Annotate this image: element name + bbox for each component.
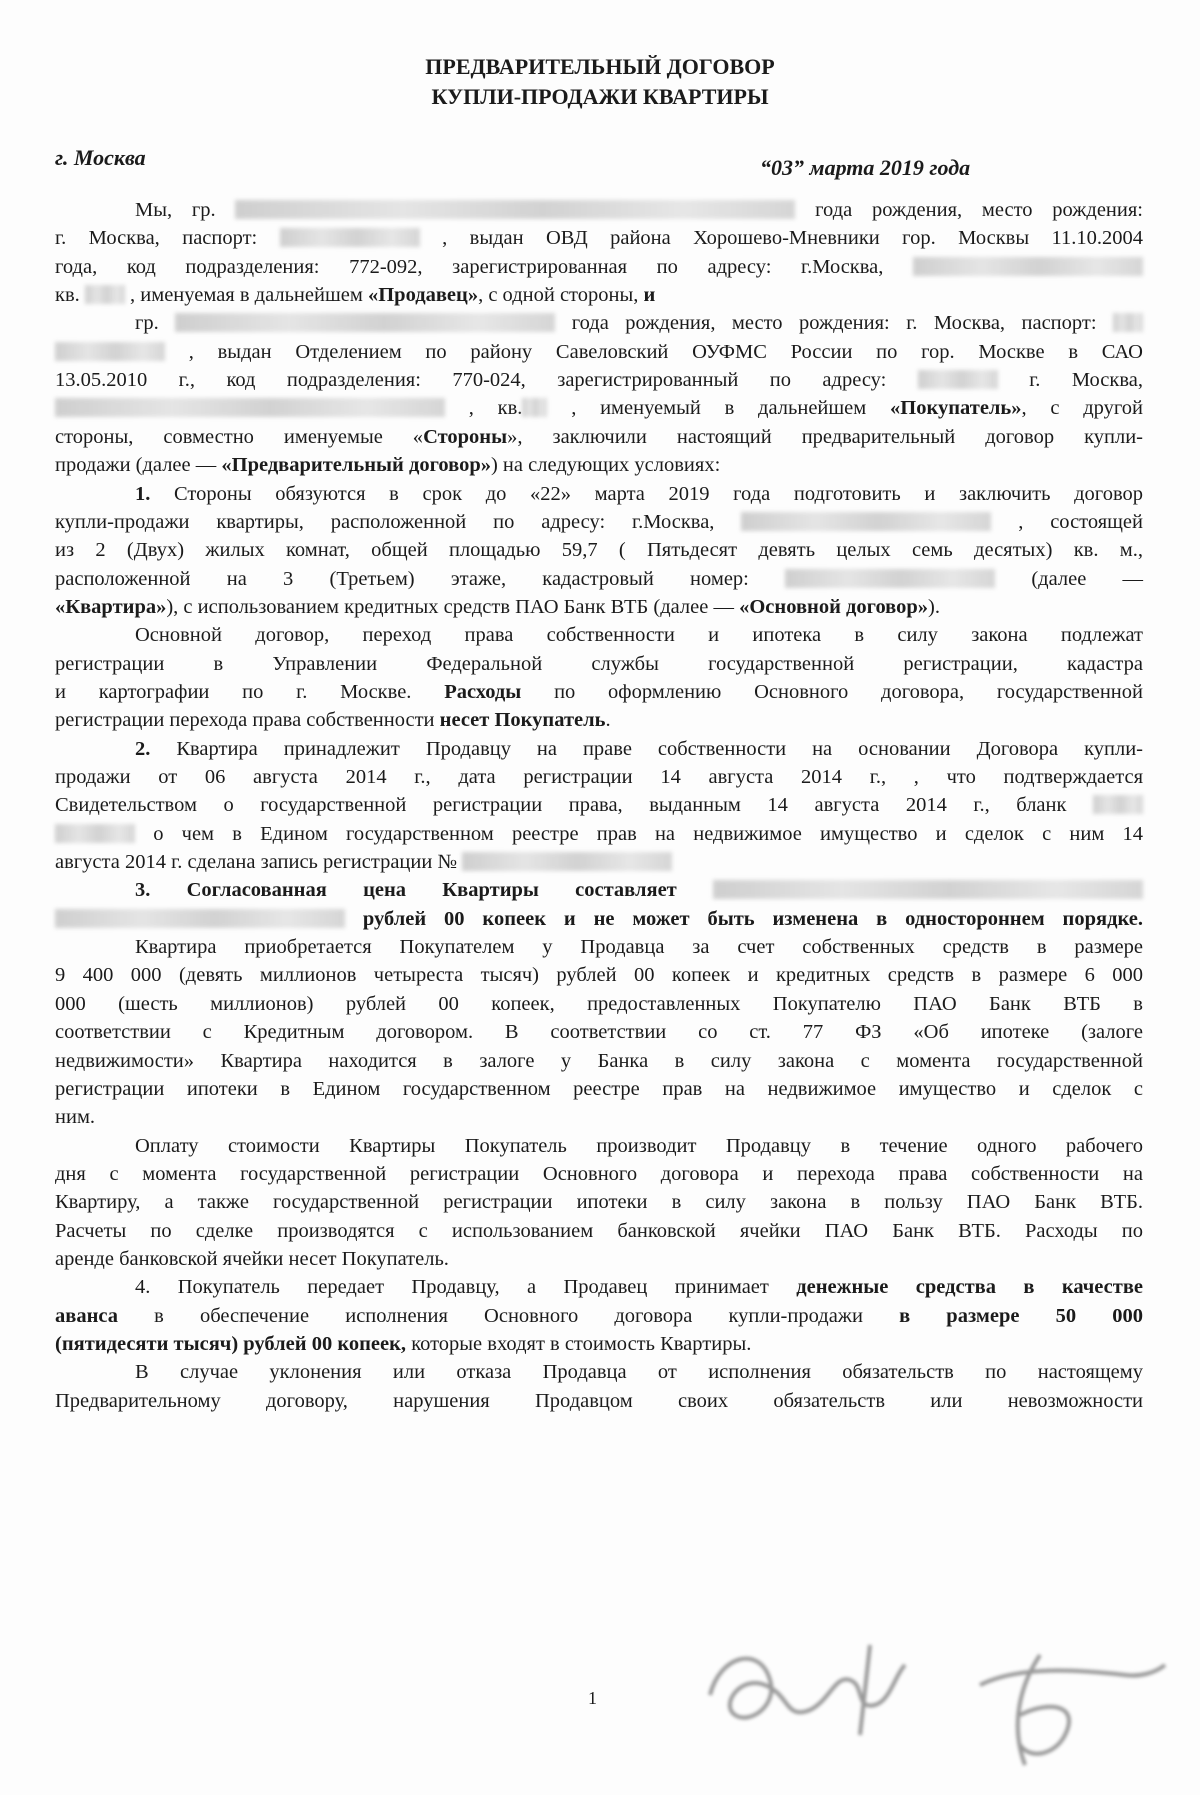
signature-buyer xyxy=(950,1625,1180,1775)
bold-text: 1. xyxy=(135,482,151,505)
text-line xyxy=(55,253,1143,281)
text-segment: которые входят в стоимость Квартиры. xyxy=(406,1333,752,1355)
text-line xyxy=(55,1387,1143,1415)
text-segment: купли-продажи квартиры, расположенной по адресу: г.Москва, xyxy=(55,510,742,533)
text-line xyxy=(55,1018,1143,1046)
text-segment: в обеспечение исполнения Основного договора купли-продажи xyxy=(117,1304,900,1327)
text-segment: кв. xyxy=(55,284,85,307)
text-line xyxy=(55,735,1143,763)
text-segment: регистрации перехода права собственности xyxy=(55,709,440,732)
text-segment: , именуемый в дальнейшем xyxy=(571,397,890,420)
text-segment: регистрации ипотеки в Едином государственном реестре прав на недвижимое имущество и сделок с xyxy=(55,1077,1143,1100)
text-line xyxy=(55,1273,1143,1301)
text-segment: года рождения, место рождения: xyxy=(815,199,1143,221)
text-line xyxy=(55,1047,1143,1075)
text-segment: », заключили настоящий предварительный договор купли- xyxy=(507,425,1143,448)
text-segment: Расчеты по сделке производятся с использованием банковской ячейки ПАО Банк ВТБ. Расходы по xyxy=(55,1219,1143,1242)
text-segment: Свидетельством о государственной регистрации права, выданным 14 августа 2014 г., бланк xyxy=(55,794,1093,817)
text-segment: ) на следующих условиях: xyxy=(490,454,721,477)
text-segment: Квартиру, а также государственной регистрации ипотеки в силу закона в пользу ПАО Банк ВТБ. xyxy=(55,1191,1143,1214)
text-segment: о чем в Едином государственном реестре прав на недвижимое имущество и сделок с ним 14 xyxy=(153,822,1143,845)
text-segment: , выдан ОВД района Хорошево-Мневники гор. Москвы 11.10.2004 xyxy=(442,227,1144,250)
text-line xyxy=(55,1302,1143,1330)
redacted-field xyxy=(55,909,345,928)
text-segment: Мы, гр. xyxy=(135,199,236,221)
text-line xyxy=(55,650,1143,678)
text-line xyxy=(55,621,1143,649)
text-line xyxy=(55,820,1143,848)
redacted-field xyxy=(280,228,420,247)
text-segment: ). xyxy=(928,595,940,618)
page-number: 1 xyxy=(588,1688,597,1708)
bold-text: денежные средства в качестве xyxy=(796,1276,1143,1299)
text-segment: , с другой xyxy=(1021,397,1144,420)
bold-text: «Предварительный договор» xyxy=(221,454,491,477)
text-segment: , выдан Отделением по району Савеловский ОУФМС России по гор. Москве в САО xyxy=(188,340,1143,363)
text-line xyxy=(55,1330,1143,1358)
text-line xyxy=(55,366,1143,394)
text-line xyxy=(55,508,1143,536)
text-segment: . xyxy=(605,709,611,732)
text-segment: г. Москва, xyxy=(1029,369,1143,392)
text-segment: , с одной стороны, xyxy=(478,284,644,307)
text-segment: августа 2014 г. сделана запись регистрации № xyxy=(55,851,463,874)
redacted-field xyxy=(1113,313,1143,332)
text-line xyxy=(55,1188,1143,1216)
text-line xyxy=(55,423,1143,451)
text-segment: недвижимости» Квартира находится в залоге у Банка в силу закона с момента государственной xyxy=(55,1049,1143,1072)
text-line xyxy=(55,876,1143,904)
text-line xyxy=(55,1075,1143,1103)
text-segment: дня с момента государственной регистрации Основного договора и перехода права собственности на xyxy=(55,1162,1143,1185)
text-line xyxy=(55,338,1143,366)
text-segment: Предварительному договору, нарушения Продавцом своих обязательств или невозможности xyxy=(55,1389,1143,1412)
text-line xyxy=(55,196,1143,224)
document-city: г. Москва xyxy=(55,145,146,170)
text-segment: гр. xyxy=(135,312,176,335)
redacted-field xyxy=(462,852,672,871)
text-segment: 9 400 000 (девять миллионов четыреста тысяч) рублей 00 копеек и кредитных средств в размере 6 000 xyxy=(55,964,1143,987)
text-line xyxy=(55,451,1143,479)
text-segment: г. Москва, паспорт: xyxy=(55,227,280,250)
text-segment: года рождения, место рождения: г. Москва, паспорт: xyxy=(571,312,1113,335)
text-line xyxy=(55,678,1143,706)
text-segment: и картографии по г. Москве. xyxy=(55,680,445,703)
bold-text: несет Покупатель xyxy=(439,709,606,732)
text-line xyxy=(55,1132,1143,1160)
redacted-field xyxy=(713,880,1143,899)
bold-text: аванса xyxy=(55,1304,118,1327)
title-line-2: КУПЛИ-ПРОДАЖИ КВАРТИРЫ xyxy=(431,84,769,109)
text-segment: ним. xyxy=(55,1106,96,1129)
redacted-field xyxy=(235,200,795,219)
redacted-field xyxy=(1093,795,1143,814)
text-line xyxy=(55,990,1143,1018)
text-segment: , именуемая в дальнейшем xyxy=(130,284,368,307)
text-line xyxy=(55,961,1143,989)
bold-text: в размере 50 000 xyxy=(899,1304,1143,1327)
text-line xyxy=(55,1358,1143,1386)
text-segment: В случае уклонения или отказа Продавца от исполнения обязательств по настоящему xyxy=(135,1361,1143,1384)
text-line xyxy=(55,480,1143,508)
text-line xyxy=(55,905,1143,933)
text-line xyxy=(55,394,1143,422)
text-line xyxy=(55,593,1143,621)
bold-text: Расходы xyxy=(444,680,522,703)
text-segment: аренде банковской ячейки несет Покупатель. xyxy=(55,1247,449,1270)
text-segment: ), с использованием кредитных средств ПАО Банк ВТБ (далее — xyxy=(166,595,740,618)
text-line xyxy=(55,933,1143,961)
text-line xyxy=(55,1217,1143,1245)
redacted-field xyxy=(55,824,135,843)
bold-text: «Основной договор» xyxy=(739,595,929,618)
bold-text: рублей 00 копеек и не может быть изменена в одностороннем порядке. xyxy=(362,907,1144,930)
text-segment: Стороны обязуются в срок до «22» марта 2019 года подготовить и заключить договор xyxy=(150,482,1143,505)
redacted-field xyxy=(913,257,1143,276)
text-segment: из 2 (Двух) жилых комнат, общей площадью 59,7 ( Пятьдесят девять целых семь десятых) кв. м., xyxy=(55,539,1143,562)
text-line xyxy=(55,1103,1143,1131)
redacted-field xyxy=(918,370,998,389)
bold-text: 2. xyxy=(135,737,151,760)
document-title xyxy=(0,52,1200,112)
text-segment: регистрации в Управлении Федеральной службы государственной регистрации, кадастра xyxy=(55,652,1143,675)
text-segment: 000 (шесть миллионов) рублей 00 копеек, предоставленных Покупателю ПАО Банк ВТБ в xyxy=(55,992,1143,1015)
text-segment: года, код подразделения: 772-092, зарегистрированная по адресу: г.Москва, xyxy=(55,255,913,278)
bold-text: и xyxy=(643,284,656,307)
redacted-field xyxy=(522,398,547,417)
redacted-field xyxy=(741,512,991,531)
text-segment: продажи от 06 августа 2014 г., дата регистрации 14 августа 2014 г., , что подтверждается xyxy=(55,766,1143,788)
text-segment: продажи (далее — xyxy=(55,454,222,477)
text-segment: Квартира приобретается Покупателем у Продавца за счет собственных средств в размере xyxy=(135,936,1143,959)
text-segment: Квартира принадлежит Продавцу на праве собственности на основании Договора купли- xyxy=(150,737,1143,760)
text-line xyxy=(55,763,1143,791)
text-line xyxy=(55,536,1143,564)
text-segment: соответствии с Кредитным договором. В соответствии со ст. 77 ФЗ «Об ипотеке (залоге xyxy=(55,1021,1143,1044)
text-line xyxy=(55,791,1143,819)
text-segment: Оплату стоимости Квартиры Покупатель производит Продавцу в течение одного рабочего xyxy=(135,1134,1143,1157)
redacted-field xyxy=(55,398,445,417)
text-line xyxy=(55,309,1143,337)
text-line xyxy=(55,1160,1143,1188)
redacted-field xyxy=(785,569,995,588)
title-line-1: ПРЕДВАРИТЕЛЬНЫЙ ДОГОВОР xyxy=(425,54,775,79)
bold-text: Стороны xyxy=(423,425,508,448)
text-segment: , кв. xyxy=(468,397,523,420)
text-segment: Основной договор, переход права собственности и ипотека в силу закона подлежат xyxy=(135,624,1143,647)
bold-text: (пятидесяти тысяч) рублей 00 копеек, xyxy=(55,1333,407,1355)
text-segment: по оформлению Основного договора, государственной xyxy=(521,680,1143,703)
text-segment: (далее — xyxy=(1031,567,1144,590)
text-segment: стороны, совместно именуемые « xyxy=(55,425,424,448)
redacted-field xyxy=(175,313,555,332)
text-segment: 13.05.2010 г., код подразделения: 770-024, зарегистрированный по адресу: xyxy=(55,369,918,392)
redacted-field xyxy=(55,342,165,361)
text-line xyxy=(55,848,1143,876)
signature-seller xyxy=(690,1625,920,1755)
text-line xyxy=(55,565,1143,593)
bold-text: 3. Согласованная цена Квартиры составляет xyxy=(135,879,713,902)
document-date: “03” марта 2019 года xyxy=(760,155,971,180)
redacted-field xyxy=(85,285,125,304)
text-line xyxy=(55,281,1143,309)
bold-text: «Покупатель» xyxy=(890,397,1022,420)
text-line xyxy=(55,224,1143,252)
bold-text: «Квартира» xyxy=(55,595,167,618)
text-segment: , состоящей xyxy=(1018,510,1144,533)
text-line xyxy=(55,706,1143,734)
bold-text: «Продавец» xyxy=(367,284,479,307)
text-segment: расположенной на 3 (Третьем) этаже, кадастровый номер: xyxy=(55,567,786,590)
text-line xyxy=(55,1245,1143,1273)
text-segment: 4. Покупатель передает Продавцу, а Продавец принимает xyxy=(135,1276,797,1299)
